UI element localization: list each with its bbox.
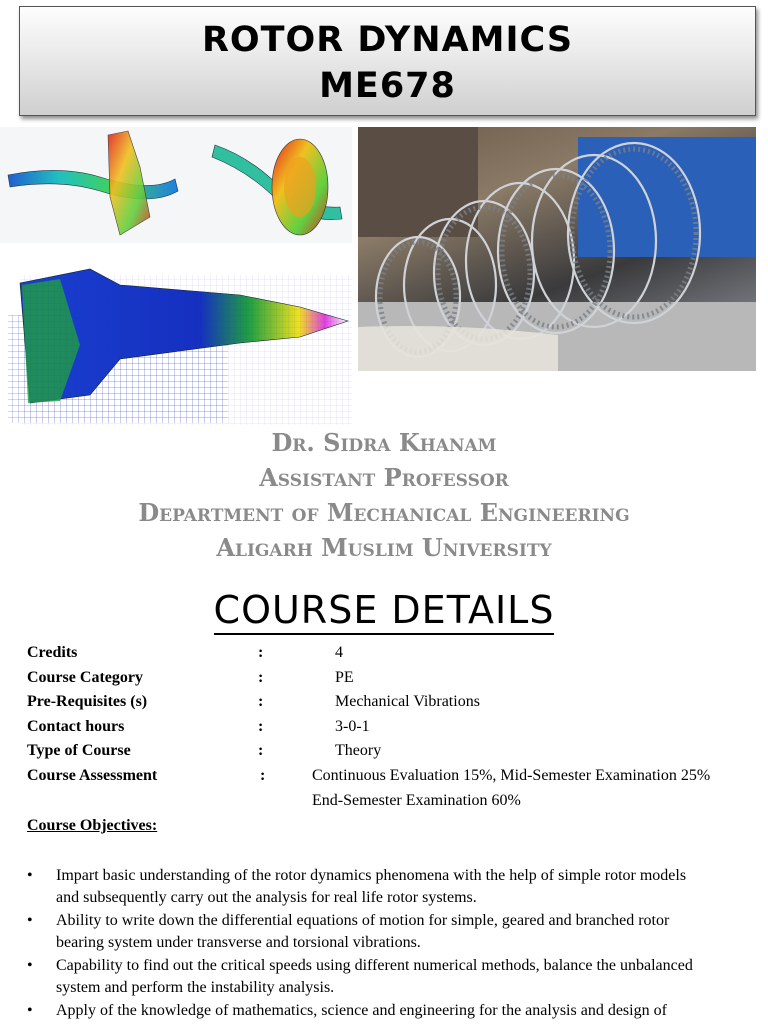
turbine-rotor-graphic — [358, 127, 756, 371]
jet-engine-rotor-model-image — [0, 255, 352, 425]
details-colon: : — [258, 693, 264, 711]
fem-shaft-modes-image — [0, 127, 352, 243]
details-label: Pre-Requisites (s) — [27, 693, 148, 711]
details-row-credits — [27, 644, 747, 669]
details-row-category — [27, 669, 747, 694]
details-value: Mechanical Vibrations — [335, 693, 480, 711]
details-value-continued: End-Semester Examination 60% — [312, 791, 521, 809]
details-row-assessment-continued — [27, 792, 747, 817]
fem-shaft-modes-graphic — [0, 127, 352, 243]
details-row-contact-hours — [27, 718, 747, 743]
details-colon: : — [258, 644, 264, 661]
details-value: 4 — [335, 644, 343, 661]
details-value: PE — [335, 668, 354, 686]
details-colon: : — [258, 717, 264, 735]
objective-text: bearing system under transverse and torsional vibrations. — [56, 934, 421, 951]
instructor-department: Department of Mechanical Engineering — [138, 498, 630, 527]
details-label: Course Assessment — [27, 766, 158, 784]
details-label: Type of Course — [27, 742, 131, 760]
instructor-designation: Assistant Professor — [259, 463, 509, 492]
course-title: ROTOR DYNAMICS — [201, 20, 574, 60]
details-row-assessment — [27, 767, 747, 792]
objective-item — [27, 1000, 747, 1022]
details-value: Theory — [335, 742, 382, 760]
details-label: Contact hours — [27, 717, 125, 735]
objective-text: Apply of the knowledge of mathematics, science and engineering for the analysis and design of — [56, 1002, 667, 1019]
bullet-icon: • — [27, 912, 33, 929]
details-row-type — [27, 742, 747, 767]
details-colon: : — [258, 668, 264, 686]
bullet-icon: • — [27, 867, 33, 884]
bullet-icon: • — [27, 957, 33, 974]
course-details-heading — [0, 588, 768, 632]
objectives-title: Course Objectives: — [27, 817, 158, 834]
instructor-university: Aligarh Muslim University — [216, 533, 552, 562]
course-code: ME678 — [319, 66, 456, 106]
course-details-heading-text: COURSE DETAILS — [214, 588, 555, 635]
details-colon: : — [258, 742, 264, 760]
jet-engine-rotor-graphic — [0, 255, 352, 425]
details-value: Continuous Evaluation 15%, Mid-Semester Examination 25% — [312, 766, 711, 784]
objective-item — [27, 865, 747, 909]
details-colon: : — [260, 766, 266, 784]
course-details-table — [27, 644, 747, 816]
objectives-list — [27, 865, 747, 1023]
bullet-icon: • — [27, 1002, 33, 1019]
details-value: 3-0-1 — [335, 717, 370, 735]
objective-text: Ability to write down the differential equations of motion for simple, geared and branched rotor — [56, 912, 670, 929]
objective-text: Impart basic understanding of the rotor dynamics phenomena with the help of simple rotor models — [56, 867, 687, 884]
details-label: Credits — [27, 644, 78, 661]
objective-item — [27, 910, 747, 954]
objective-text: system and perform the instability analysis. — [56, 979, 335, 996]
turbine-rotor-photo — [358, 127, 756, 371]
details-row-prerequisites — [27, 693, 747, 718]
instructor-name: Dr. Sidra Khanam — [271, 428, 497, 457]
objective-text: and subsequently carry out the analysis for real life rotor systems. — [56, 889, 477, 906]
details-label: Course Category — [27, 668, 143, 686]
objective-text: Capability to find out the critical speeds using different numerical methods, balance the unbalanced — [56, 957, 693, 974]
objective-item — [27, 955, 747, 999]
title-banner — [19, 6, 756, 116]
